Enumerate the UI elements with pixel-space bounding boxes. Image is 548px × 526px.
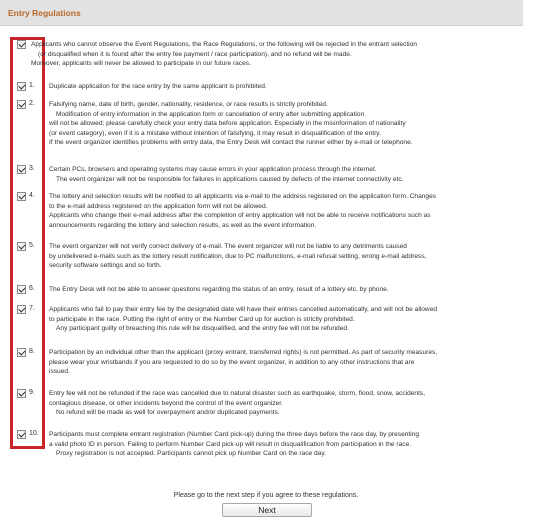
item-line: security software settings and so forth.	[49, 262, 162, 270]
intro-checkbox[interactable]	[17, 40, 26, 49]
item-checkbox[interactable]	[17, 430, 26, 439]
item-line: Proxy registration is not accepted. Participants cannot pick up Number Card on the race day.	[56, 450, 326, 458]
item-number: 4.	[29, 192, 35, 199]
item-line: No refund will be made as well for overpayment and/or duplicated payments.	[56, 409, 280, 417]
item-number: 1.	[29, 82, 35, 89]
item-text	[49, 192, 535, 230]
section-header	[0, 0, 523, 26]
item-line: Participation by an individual other than the applicant (proxy entrant, transferred rights) is not permitted. As part of security measures,	[49, 349, 438, 356]
item-line: Modification of entry information in the application form or cancellation of entry after submitting application	[56, 110, 365, 118]
item-line: The Entry Desk will not be able to answer questions regarding the status of an entry, result of a lottery etc. by phone.	[49, 286, 389, 293]
item-checkbox[interactable]	[17, 165, 26, 174]
item-number: 8.	[29, 348, 35, 355]
item-text	[49, 285, 535, 295]
item-checkbox[interactable]	[17, 348, 26, 357]
item-number: 2.	[29, 100, 35, 107]
item-number: 3.	[29, 165, 35, 172]
item-number: 5.	[29, 242, 35, 249]
item-checkbox[interactable]	[17, 242, 26, 251]
item-text	[49, 82, 535, 92]
item-line: issued.	[49, 368, 70, 376]
item-text	[49, 430, 535, 459]
item-line: The event organizer will not be responsible for failures in applications caused by defects of the internet connectivity etc.	[56, 175, 404, 183]
item-text	[49, 348, 535, 377]
next-button[interactable]: Next	[222, 503, 312, 517]
item-line: The event organizer will not verify correct delivery of e-mail. The event organizer will not be liable to any detriments caused	[49, 243, 407, 250]
item-checkbox[interactable]	[17, 82, 26, 91]
item-text	[49, 242, 535, 271]
item-line: by undelivered e-mails such as the lottery result notification, due to PC malfunctions, e-mail refusal setting, wrong e-mail address,	[49, 252, 427, 260]
item-checkbox[interactable]	[17, 285, 26, 294]
item-line: a valid photo ID in person. Failing to perform Number Card pick-up will result in disqualification from participation in the race.	[49, 440, 412, 448]
item-number: 10.	[29, 430, 39, 437]
item-number: 9.	[29, 389, 35, 396]
section-title: Entry Regulations	[8, 8, 81, 18]
intro-line: Applicants who cannot observe the Event Regulations, the Race Regulations, or the following will be rejected in the entrant selection	[31, 41, 417, 48]
item-line: Duplicate application for the race entry by the same applicant is prohibited.	[49, 83, 267, 90]
item-line: (or event category), even if it is a mistake without intention of falsifying, it may result in disqualification of the entry.	[49, 129, 381, 137]
item-line: announcements regarding the lottery and selection results, as well as the event information.	[49, 221, 317, 229]
intro-line: (or disqualified when it is found after the entry fee payment / race participation), and no refund will be made.	[38, 50, 352, 58]
item-checkbox[interactable]	[17, 192, 26, 201]
item-text	[49, 165, 535, 184]
intro-line: Moreover, applicants will never be allowed to participate in our future races.	[31, 60, 251, 68]
item-line: to participate in the race. Putting the right of entry or the Number Card up for auction is strictly prohibited.	[49, 315, 355, 323]
item-number: 7.	[29, 305, 35, 312]
item-line: Certain PCs, browsers and operating systems may cause errors in your application process through the internet.	[49, 166, 377, 173]
item-line: contagious disease, or other incidents beyond the control of the event organizer.	[49, 399, 283, 407]
item-line: will not be allowed; please carefully check your entry data before application. Especially in the misinformation of nationality	[49, 120, 406, 128]
item-line: Applicants who fail to pay their entry fee by the designated date will have their entries cancelled automatically, and will not be allowed	[49, 306, 438, 313]
intro-text	[31, 40, 517, 69]
item-checkbox[interactable]	[17, 100, 26, 109]
agree-instruction: Please go to the next step if you agree to these regulations.	[173, 492, 359, 499]
item-text	[49, 305, 535, 334]
item-text	[49, 389, 535, 418]
item-line: Participants must complete entrant registration (Number Card pick-up) during the three days before the race day, by presenting	[49, 431, 420, 438]
item-line: Falsifying name, date of birth, gender, nationality, residence, or race results is strictly prohibited.	[49, 101, 328, 108]
item-line: Entry fee will not be refunded if the race was cancelled due to natural disaster such as earthquake, storm, flood, snow, accidents,	[49, 390, 426, 397]
item-line: Any participant guilty of breaching this rule will be disqualified, and the entry fee will not be refunded.	[56, 325, 349, 333]
item-line: to the e-mail address registered on the application form will not be allowed.	[49, 202, 268, 210]
checkbox-column-highlight	[10, 37, 45, 449]
item-line: If the event organizer identifies problems with entry data, the Entry Desk will contact the runner either by e-mail or telephone.	[49, 139, 413, 147]
item-line: The lottery and selection results will be notified to all applicants via e-mail to the address registered on the application form. Changes	[49, 193, 437, 200]
item-checkbox[interactable]	[17, 389, 26, 398]
item-number: 6.	[29, 285, 35, 292]
item-text	[49, 100, 535, 148]
item-line: please wear your wristbands if you are requested to do so by the event organizer, in addition to any other instructions that are	[49, 358, 415, 366]
item-checkbox[interactable]	[17, 305, 26, 314]
item-line: Applicants who change their e-mail address after the completion of entry application will not be able to receive notifications such as	[49, 212, 431, 220]
